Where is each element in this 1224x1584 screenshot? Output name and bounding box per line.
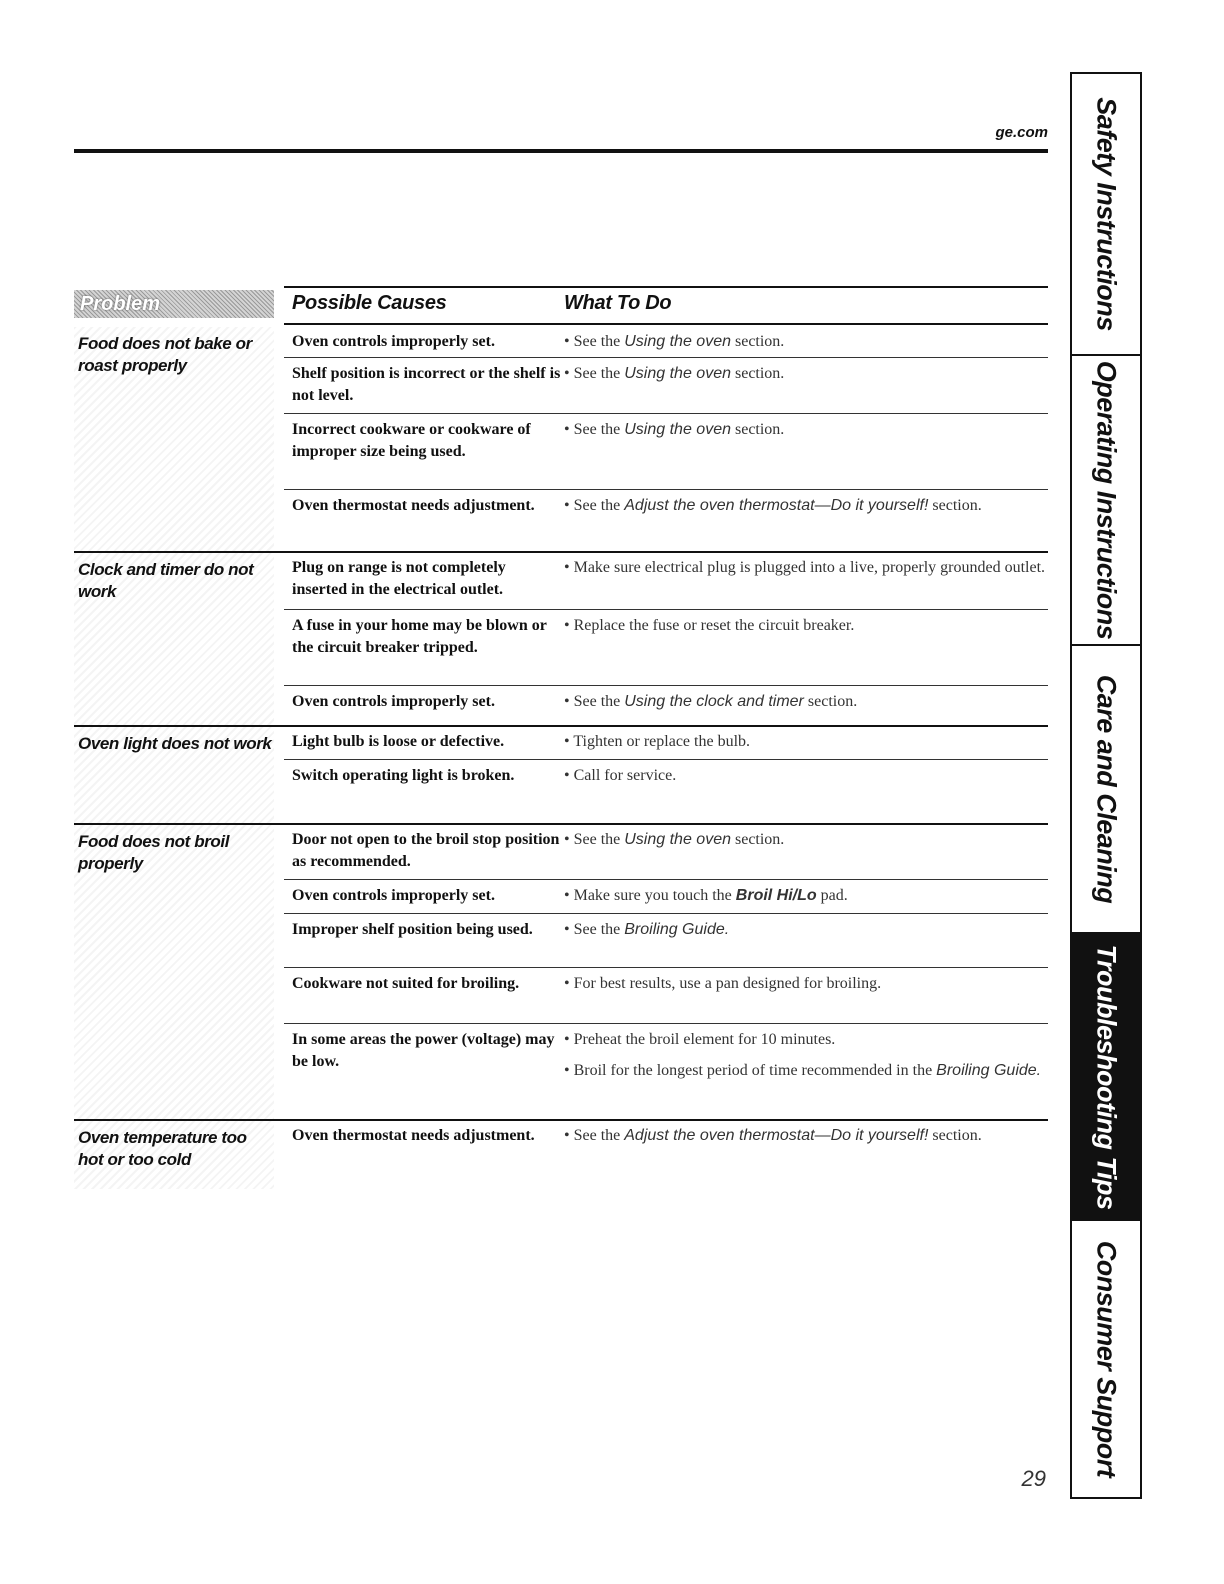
problem-cell	[74, 825, 274, 1119]
tab-troubleshooting-tips[interactable]	[1072, 934, 1140, 1221]
what-to-do	[564, 419, 1048, 441]
todo-reference: Adjust the oven thermostat—Do it yourself!	[624, 497, 929, 514]
section-sidebar	[1070, 72, 1142, 1499]
todo-line	[564, 765, 1048, 787]
problem-label: Food does not bake or roast properly	[78, 334, 252, 375]
page-number: 29	[1021, 1466, 1046, 1491]
possible-cause: Cookware not suited for broiling.	[292, 975, 520, 992]
todo-line	[564, 495, 1048, 517]
tab-label: Care and Cleaning	[1091, 674, 1122, 904]
todo-text: • Preheat the broil element for 10 minutes.	[564, 1031, 836, 1048]
todo-text: • See the	[564, 921, 625, 938]
what-to-do	[564, 1029, 1048, 1082]
header-what-to-do: What To Do	[564, 292, 672, 314]
todo-text-end: section.	[803, 693, 858, 710]
todo-reference: Using the oven	[624, 365, 731, 382]
row-divider	[284, 759, 1048, 760]
possible-cause: Improper shelf position being used.	[292, 921, 533, 938]
problem-label: Oven light does not work	[78, 734, 272, 753]
what-to-do	[564, 691, 1048, 713]
todo-reference: Using the oven	[624, 421, 731, 438]
todo-text: • See the	[564, 497, 625, 514]
possible-cause: Shelf position is incorrect or the shelf is not level.	[292, 365, 561, 404]
row-divider	[284, 913, 1048, 914]
tab-label: Operating Instructions	[1091, 360, 1122, 640]
todo-text: • Make sure electrical plug is plugged into a live, properly grounded outlet.	[564, 559, 1046, 576]
todo-reference: Using the clock and timer	[624, 693, 804, 710]
what-to-do	[564, 363, 1048, 385]
tab-safety-instructions[interactable]	[1072, 74, 1140, 356]
what-to-do	[564, 495, 1048, 517]
todo-text: • See the	[564, 1127, 625, 1144]
problem-label: Clock and timer do not work	[78, 560, 254, 601]
what-to-do	[564, 1125, 1048, 1147]
todo-reference: Using the oven	[624, 333, 731, 350]
row-divider	[284, 489, 1048, 490]
row-divider	[284, 1023, 1048, 1024]
header-possible-causes: Possible Causes	[292, 292, 447, 314]
todo-text: • See the	[564, 333, 625, 350]
problem-cell	[74, 727, 274, 823]
possible-cause: Plug on range is not completely inserted in the electrical outlet.	[292, 559, 506, 598]
possible-cause: Oven thermostat needs adjustment.	[292, 1127, 535, 1144]
possible-cause: Incorrect cookware or cookware of improper size being used.	[292, 421, 531, 460]
todo-text-end: section.	[928, 497, 982, 514]
problem-group	[74, 823, 1048, 1119]
todo-text-end: section.	[730, 421, 785, 438]
todo-text: • See the	[564, 421, 625, 438]
todo-text: • See the	[564, 365, 625, 382]
problem-group	[74, 325, 1048, 551]
row-divider	[284, 413, 1048, 414]
row-divider	[284, 685, 1048, 686]
row-divider	[284, 609, 1048, 610]
tab-label: Consumer Support	[1091, 1240, 1122, 1478]
todo-line	[564, 973, 1048, 995]
todo-pad-name: Broil Hi/Lo	[735, 887, 817, 904]
todo-line	[564, 363, 1048, 385]
table-top-rule	[284, 286, 1048, 288]
possible-cause: A fuse in your home may be blown or the circuit breaker tripped.	[292, 617, 547, 656]
problem-cell	[74, 553, 274, 725]
todo-text: • Tighten or replace the bulb.	[564, 733, 751, 750]
todo-text: • Call for service.	[564, 767, 677, 784]
problem-group	[74, 725, 1048, 823]
tab-care-and-cleaning[interactable]	[1072, 646, 1140, 934]
todo-reference: Broiling Guide.	[624, 921, 730, 938]
header-rule	[74, 149, 1048, 153]
todo-line	[564, 615, 1048, 637]
todo-line	[564, 1029, 1048, 1051]
todo-line	[564, 331, 1048, 353]
what-to-do	[564, 829, 1048, 851]
row-divider	[284, 967, 1048, 968]
todo-reference: Using the oven	[624, 831, 731, 848]
todo-line	[564, 829, 1048, 851]
todo-text: • For best results, use a pan designed for broiling.	[564, 975, 882, 992]
row-divider	[284, 879, 1048, 880]
todo-text: • Replace the fuse or reset the circuit breaker.	[564, 617, 855, 634]
todo-line	[564, 1060, 1048, 1082]
problem-label: Oven temperature too hot or too cold	[78, 1128, 247, 1169]
todo-text-end: section.	[730, 333, 785, 350]
possible-cause: In some areas the power (voltage) may be low.	[292, 1031, 555, 1070]
row-divider	[284, 357, 1048, 358]
possible-cause: Oven thermostat needs adjustment.	[292, 497, 535, 514]
problem-group	[74, 1119, 1048, 1189]
todo-text-end: pad.	[816, 887, 848, 904]
todo-text: • Make sure you touch the	[564, 887, 736, 904]
header-problem: Problem	[74, 290, 274, 318]
possible-cause: Oven controls improperly set.	[292, 693, 495, 710]
what-to-do	[564, 919, 1048, 941]
what-to-do	[564, 557, 1048, 579]
todo-text-end: section.	[730, 365, 785, 382]
problem-cell	[74, 327, 274, 551]
todo-line	[564, 731, 1048, 753]
site-url: ge.com	[995, 124, 1048, 141]
what-to-do	[564, 331, 1048, 353]
todo-line	[564, 1125, 1048, 1147]
what-to-do	[564, 885, 1048, 907]
what-to-do	[564, 765, 1048, 787]
what-to-do	[564, 973, 1048, 995]
todo-reference: Broiling Guide.	[936, 1062, 1042, 1079]
problem-label: Food does not broil properly	[78, 832, 230, 873]
tab-consumer-support[interactable]	[1072, 1221, 1140, 1497]
todo-text-end: section.	[730, 831, 785, 848]
possible-cause: Light bulb is loose or defective.	[292, 733, 505, 750]
todo-text: • Broil for the longest period of time recommended in the	[564, 1062, 937, 1079]
tab-operating-instructions[interactable]	[1072, 356, 1140, 646]
what-to-do	[564, 615, 1048, 637]
problem-group	[74, 551, 1048, 725]
todo-line	[564, 419, 1048, 441]
problem-cell	[74, 1121, 274, 1189]
what-to-do	[564, 731, 1048, 753]
possible-cause: Door not open to the broil stop position as recommended.	[292, 831, 560, 870]
todo-line	[564, 557, 1048, 579]
todo-text-end: section.	[928, 1127, 982, 1144]
todo-text: • See the	[564, 831, 625, 848]
todo-reference: Adjust the oven thermostat—Do it yourself!	[624, 1127, 929, 1144]
todo-line	[564, 691, 1048, 713]
possible-cause: Oven controls improperly set.	[292, 887, 495, 904]
todo-text: • See the	[564, 693, 625, 710]
tab-label: Safety Instructions	[1091, 97, 1122, 331]
todo-line	[564, 919, 1048, 941]
possible-cause: Switch operating light is broken.	[292, 767, 515, 784]
tab-label: Troubleshooting Tips	[1091, 944, 1122, 1209]
todo-line	[564, 885, 1048, 907]
possible-cause: Oven controls improperly set.	[292, 333, 495, 350]
